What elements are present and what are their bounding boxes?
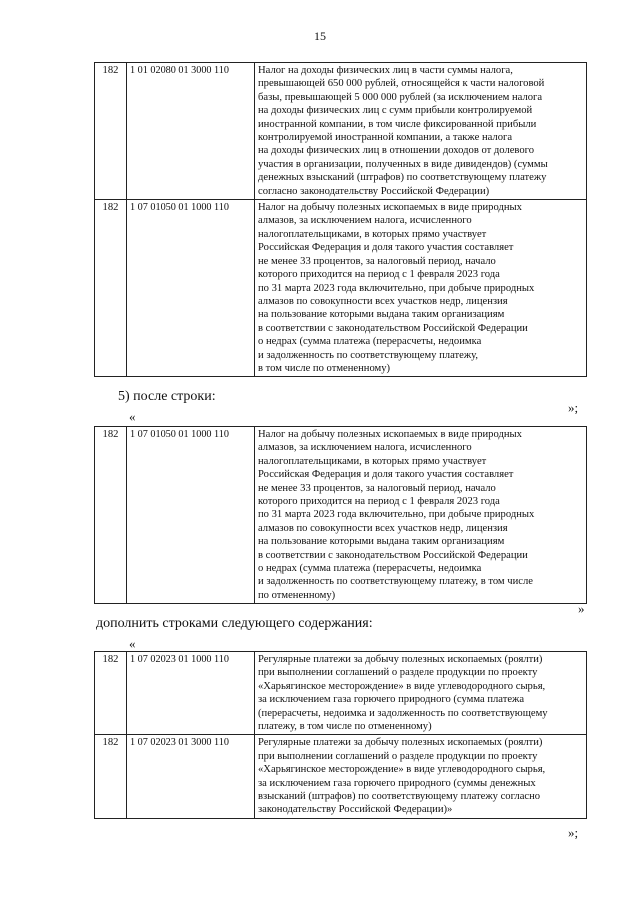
description-line: «Харьягинское месторождение» в виде углеводородного сырья, — [258, 764, 546, 776]
item-5-heading: 5) после строки: — [118, 389, 216, 404]
description-line: платежу, в том числе по отмененному) — [258, 721, 432, 733]
description-line: «Харьягинское месторождение» в виде углеводородного сырья, — [258, 680, 546, 692]
description-line: в соответствии с законодательством Российской Федерации — [258, 322, 528, 334]
description-line: Налог на добычу полезных ископаемых в виде природных — [258, 202, 522, 214]
description-line: взысканий (штрафов) по соответствующему платежу согласно — [258, 791, 541, 803]
table-body — [95, 652, 587, 819]
admin-code-cell: 182 — [95, 200, 127, 377]
description-line: налогоплательщиками, в которых прямо участвует — [258, 455, 487, 467]
admin-code-cell: 182 — [95, 427, 127, 604]
budget-code-cell: 1 07 02023 01 3000 110 — [127, 735, 255, 818]
description-line: которого приходится на период с 1 февраля 2023 года — [258, 496, 500, 508]
opening-quote-2: « — [129, 636, 136, 651]
description-cell — [255, 652, 587, 735]
description-line: за исключением газа горючего природного (суммы денежных — [258, 777, 536, 789]
description-cell — [255, 200, 587, 377]
description-line: при выполнении соглашений о разделе продукции по проекту — [258, 750, 538, 762]
description-line: по отмененному) — [258, 589, 336, 601]
description-line: законодательству Российской Федерации)» — [258, 804, 453, 816]
description-line: Российская Федерация и доля такого участия составляет — [258, 242, 514, 254]
description-cell — [255, 735, 587, 818]
description-line: базы, превышающей 5 000 000 рублей (за исключением налога — [258, 91, 543, 103]
budget-code-cell: 1 07 01050 01 1000 110 — [127, 427, 255, 604]
description-line: и задолженность по соответствующему платежу, — [258, 349, 479, 361]
table-row — [95, 427, 587, 604]
closing-quote-3: »; — [568, 825, 579, 840]
description-line: не менее 33 процентов, за налоговый период, начало — [258, 255, 496, 267]
description-line: за исключением газа горючего природного (сумма платежа — [258, 694, 525, 706]
description-line: алмазов по совокупности всех участков недр, лицензия — [258, 522, 508, 534]
budget-codes-table-3 — [94, 651, 587, 819]
description-line: на доходы физических лиц с сумм прибыли контролируемой — [258, 105, 533, 117]
description-line: алмазов, за исключением налога, исчисленного — [258, 442, 472, 454]
description-line: участия в организации, полученных в виде дивидендов) (суммы — [258, 158, 548, 170]
description-line: алмазов, за исключением налога, исчисленного — [258, 215, 472, 227]
admin-code-cell: 182 — [95, 63, 127, 200]
description-line: налогоплательщиками, в которых прямо участвует — [258, 228, 487, 240]
table-body — [95, 63, 587, 377]
description-line: Регулярные платежи за добычу полезных ископаемых (роялти) — [258, 737, 543, 749]
budget-code-cell: 1 01 02080 01 3000 110 — [127, 63, 255, 200]
description-line: превышающей 650 000 рублей, относящейся к части налоговой — [258, 78, 545, 90]
description-line: алмазов по совокупности всех участков недр, лицензия — [258, 295, 508, 307]
description-line: иностранной компании, в том числе фиксированной прибыли — [258, 118, 537, 130]
budget-code-cell: 1 07 01050 01 1000 110 — [127, 200, 255, 377]
description-line: и задолженность по соответствующему платежу, в том числе — [258, 576, 533, 588]
closing-quote-2: » — [578, 601, 585, 616]
description-line: Регулярные платежи за добычу полезных ископаемых (роялти) — [258, 654, 543, 665]
closing-quote-1: »; — [568, 400, 579, 415]
description-line: денежных взысканий (штрафов) по соответствующему платежу — [258, 172, 547, 184]
description-line: на доходы физических лиц в отношении доходов от долевого — [258, 145, 535, 157]
description-line: контролируемой иностранной компании, а также налога — [258, 132, 513, 144]
description-line: (перерасчеты, недоимка и задолженность по соответствующему — [258, 707, 548, 719]
budget-codes-table-1 — [94, 62, 587, 377]
table-row — [95, 735, 587, 818]
opening-quote-1: « — [129, 409, 136, 424]
description-line: которого приходится на период с 1 февраля 2023 года — [258, 269, 500, 281]
description-line: в соответствии с законодательством Российской Федерации — [258, 549, 528, 561]
description-line: по 31 марта 2023 года включительно, при добыче природных — [258, 509, 535, 521]
description-line: на пользование которыми выдана таким организациям — [258, 536, 505, 548]
description-cell — [255, 63, 587, 200]
description-line: о недрах (сумма платежа (перерасчеты, недоимка — [258, 336, 482, 348]
table-row — [95, 652, 587, 735]
table-row — [95, 200, 587, 377]
budget-codes-table-2 — [94, 426, 587, 604]
description-line: Российская Федерация и доля такого участия составляет — [258, 469, 514, 481]
page-number: 15 — [314, 29, 326, 43]
description-line: при выполнении соглашений о разделе продукции по проекту — [258, 667, 538, 679]
description-line: не менее 33 процентов, за налоговый период, начало — [258, 482, 496, 494]
description-line: Налог на добычу полезных ископаемых в виде природных — [258, 429, 522, 440]
admin-code-cell: 182 — [95, 652, 127, 735]
table-body — [95, 427, 587, 604]
description-cell — [255, 427, 587, 604]
description-line: на пользование которыми выдана таким организациям — [258, 309, 505, 321]
description-line: согласно законодательству Российской Федерации) — [258, 185, 490, 197]
budget-code-cell: 1 07 02023 01 1000 110 — [127, 652, 255, 735]
admin-code-cell: 182 — [95, 735, 127, 818]
supplement-heading: дополнить строками следующего содержания: — [96, 616, 373, 631]
description-line: в том числе по отмененному) — [258, 362, 391, 374]
description-line: Налог на доходы физических лиц в части суммы налога, — [258, 65, 513, 76]
table-row — [95, 63, 587, 200]
description-line: о недрах (сумма платежа (перерасчеты, недоимка — [258, 563, 482, 575]
description-line: по 31 марта 2023 года включительно, при добыче природных — [258, 282, 535, 294]
